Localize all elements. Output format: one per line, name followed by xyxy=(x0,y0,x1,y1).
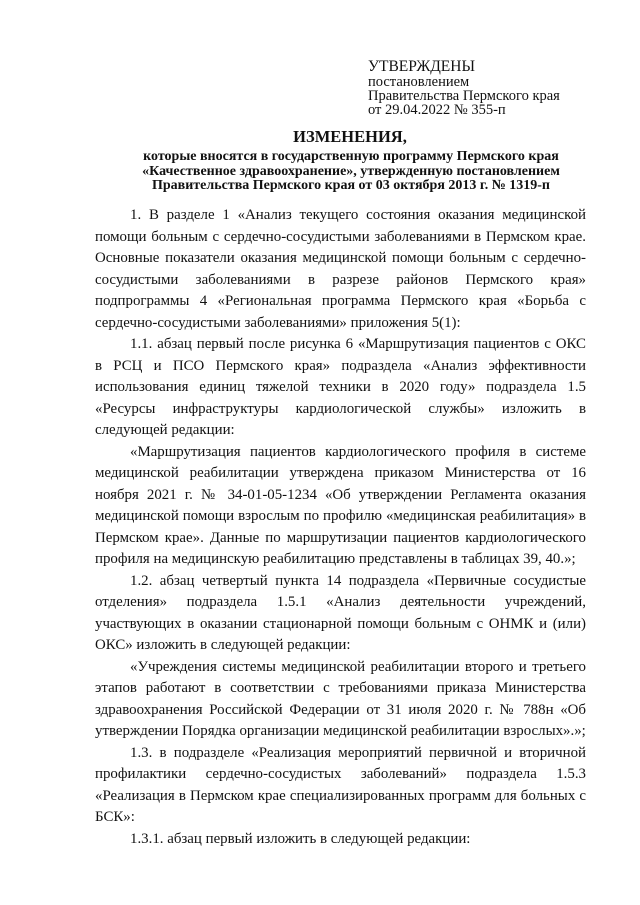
subtitle-line: «Качественное здравоохранение», утвержденную постановлением xyxy=(142,163,560,179)
paragraph-1-3-1: 1.3.1. абзац первый изложить в следующей редакции: xyxy=(130,830,471,847)
paragraph-quote-1: «Маршрутизация пациентов кардиологического профиля в системе медицинской реабилитации утверждена приказом Министерства от 16 ноября 2021 г. № 34-01-05-1234 «Об утверждении Регламента оказания медицинской помощи взрослым по профилю «медицинская реабилитация» в Пермском крае». Данные по маршрутизации пациентов кардиологического профиля на медицинскую реабилитацию представлены в таблицах 39, 40.»; xyxy=(95,443,586,567)
approval-heading: УТВЕРЖДЕНЫ xyxy=(368,58,475,75)
approval-line: от 29.04.2022 № 355-п xyxy=(368,102,506,118)
paragraph-1: 1. В разделе 1 «Анализ текущего состояния оказания медицинской помощи больным с сердечно-сосудистыми заболеваниями в Пермском крае. Основные показатели оказания медицинской помощи больным с сердечно-сосудистыми заболеваниями в разрезе районов Пермского края» подпрограммы 4 «Региональная программа Пермского края «Борьба с сердечно-сосудистыми заболеваниями» приложения 5(1): xyxy=(95,207,586,331)
paragraph-1-1: 1.1. абзац первый после рисунка 6 «Маршрутизация пациентов с ОКС в РСЦ и ПСО Пермского края» подраздела «Анализ эффективности использования единиц тяжелой техники в 2020 году» подраздела 1.5 «Ресурсы инфраструктуры кардиологической службы» изложить в следующей редакции: xyxy=(95,336,586,438)
approval-stamp xyxy=(368,58,618,117)
approval-line: постановлением xyxy=(368,74,470,90)
document-subtitle xyxy=(96,150,606,194)
approval-line: Правительства Пермского края xyxy=(368,88,560,104)
paragraph-quote-2: «Учреждения системы медицинской реабилитации второго и третьего этапов работают в соответствии с требованиями приказа Министерства здравоохранения Российской Федерации от 31 июля 2020 г. № 788н «Об утверждении Порядка организации медицинской реабилитации взрослых».»; xyxy=(95,658,586,739)
paragraph-1-3: 1.3. в подразделе «Реализация мероприятий первичной и вторичной профилактики сердечно-сосудистых заболеваний» подраздела 1.5.3 «Реализация в Пермском крае специализированных программ для больных с БСК»: xyxy=(95,744,586,825)
subtitle-line: Правительства Пермского края от 03 октября 2013 г. № 1319-п xyxy=(151,178,550,193)
document-title: ИЗМЕНЕНИЯ, xyxy=(293,127,407,146)
document-body xyxy=(95,205,586,850)
subtitle-line: которые вносятся в государственную программу Пермского края xyxy=(143,149,559,164)
paragraph-1-2: 1.2. абзац четвертый пункта 14 подраздела «Первичные сосудистые отделения» подраздела 1.5.1 «Анализ деятельности учреждений, участвующих в оказании стационарной помощи больным с ОНМК и (или) ОКС» изложить в следующей редакции: xyxy=(95,572,586,653)
